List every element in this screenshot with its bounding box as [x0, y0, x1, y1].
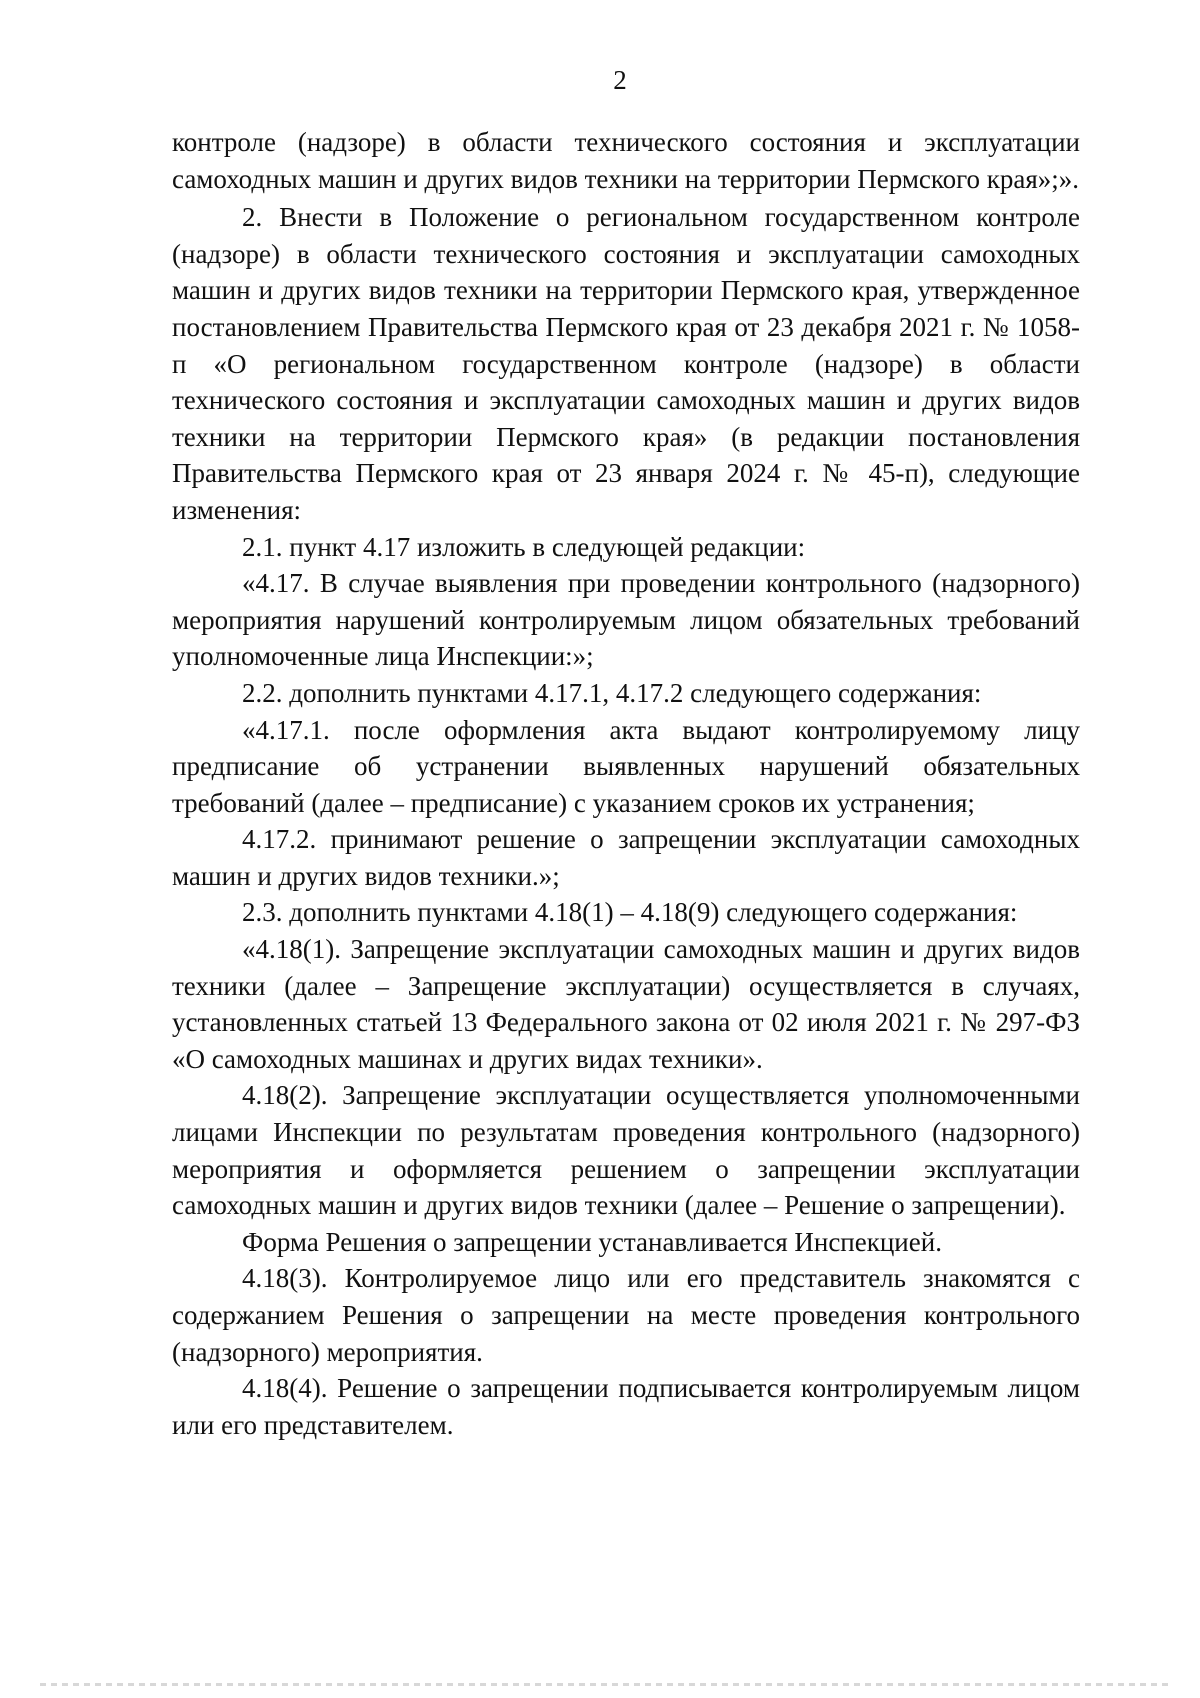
paragraph-item-4-17-1: «4.17.1. после оформления акта выдают контролируемому лицу предписание об устранении выявленных нарушений обязательных требований (далее – предписание) с указанием сроков их устранения;: [172, 714, 1080, 818]
page-number: 2: [613, 65, 627, 95]
paragraph-item-2-2: 2.2. дополнить пунктами 4.17.1, 4.17.2 следующего содержания:: [242, 677, 982, 708]
paragraph-item-4-18-4: 4.18(4). Решение о запрещении подписывается контролируемым лицом или его представителем.: [172, 1373, 1080, 1440]
paragraph-item-2-1: 2.1. пункт 4.17 изложить в следующей редакции:: [242, 531, 806, 562]
document-body: [172, 124, 1080, 1443]
paragraph-item-4-18-1: «4.18(1). Запрещение эксплуатации самоходных машин и других видов техники (далее – Запрещение эксплуатации) осуществляется в случаях, установленных статьей 13 Федерального закона от 02 июля 2021 г. № 297-ФЗ «О самоходных машинах и других видах техники».: [172, 934, 1080, 1074]
paragraph-item-2-3: 2.3. дополнить пунктами 4.18(1) – 4.18(9) следующего содержания:: [242, 897, 1018, 928]
paragraph-item-4-18-2: 4.18(2). Запрещение эксплуатации осуществляется уполномоченными лицами Инспекции по результатам проведения контрольного (надзорного) мероприятия и оформляется решением о запрещении эксплуатации самоходных машин и других видов техники (далее – Решение о запрещении).: [172, 1080, 1080, 1221]
paragraph-item-4-17-2: 4.17.2. принимают решение о запрещении эксплуатации самоходных машин и других видов техники.»;: [172, 824, 1080, 891]
paragraph-item-2: 2. Внести в Положение о региональном государственном контроле (надзоре) в области технического состояния и эксплуатации самоходных машин и других видов техники на территории Пермского края, утвержденное постановлением Правительства Пермского края от 23 декабря 2021 г. № 1058-п «О региональном государственном контроле (надзоре) в области технического состояния и эксплуатации самоходных машин и других видов техники на территории Пермского края» (в редакции постановления Правительства Пермского края от 23 января 2024 г. № 45-п), следующие изменения:: [172, 202, 1080, 525]
scan-edge-artifact: [40, 1683, 1170, 1686]
paragraph-item-4-17: «4.17. В случае выявления при проведении контрольного (надзорного) мероприятия нарушений контролируемым лицом обязательных требований уполномоченные лица Инспекции:»;: [172, 568, 1080, 672]
paragraph-continuation: контроле (надзоре) в области технического состояния и эксплуатации самоходных машин и других видов техники на территории Пермского края»;».: [172, 127, 1080, 194]
paragraph-form-note: Форма Решения о запрещении устанавливается Инспекцией.: [242, 1226, 942, 1257]
paragraph-item-4-18-3: 4.18(3). Контролируемое лицо или его представитель знакомятся с содержанием Решения о запрещении на месте проведения контрольного (надзорного) мероприятия.: [172, 1263, 1080, 1367]
